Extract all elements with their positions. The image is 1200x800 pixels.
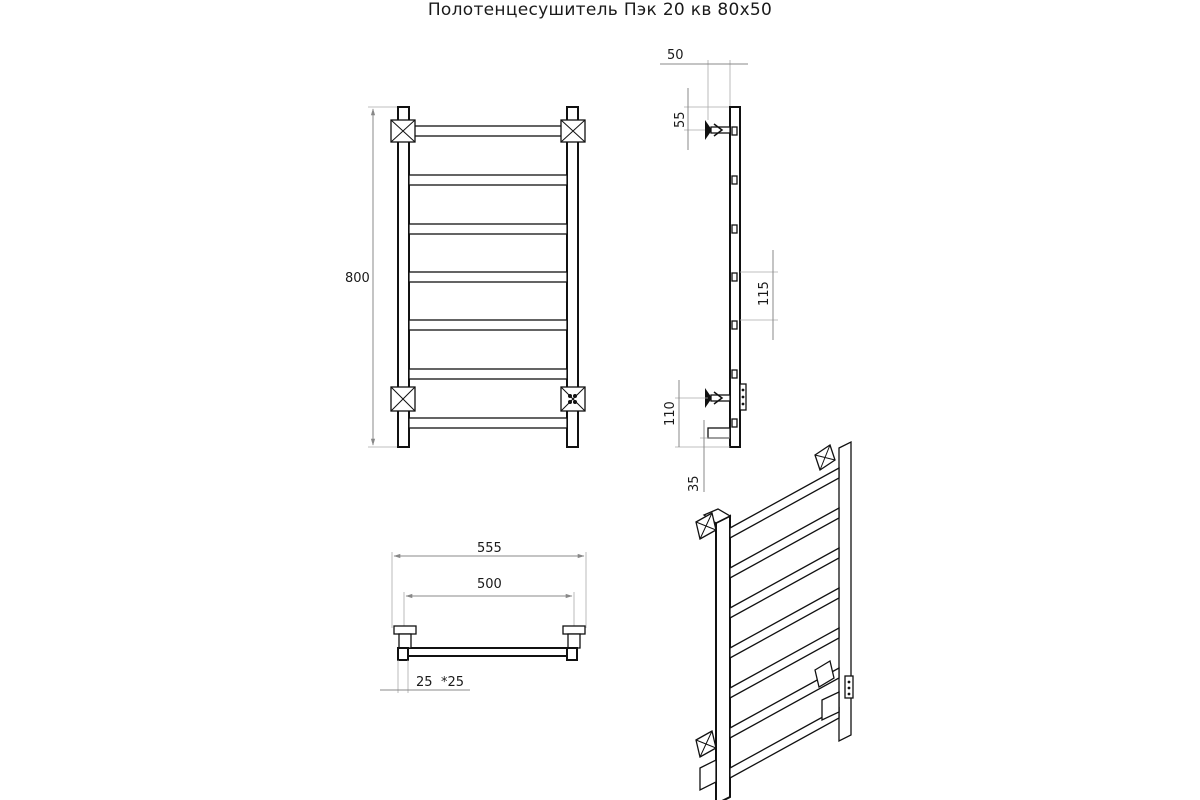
dim-bottom-mount: 110 — [663, 401, 678, 426]
side-bottom-stand — [708, 428, 730, 438]
dim-pipe-size: 25 — [416, 675, 433, 690]
top-view — [380, 541, 586, 693]
dim-top-mount: 55 — [673, 111, 688, 128]
dim-bottom-offset: 35 — [687, 475, 702, 492]
dim-axis-width: 500 — [477, 577, 502, 592]
side-top-mount — [705, 120, 730, 140]
iso-rungs — [730, 468, 839, 778]
top-bar — [402, 648, 574, 656]
wall-mounts — [391, 120, 585, 411]
side-bottom-mount — [705, 384, 746, 410]
rungs — [409, 126, 567, 428]
dim-total-width: 555 — [477, 541, 502, 556]
dim-wall-offset: 50 — [667, 48, 684, 63]
dim-rung-step: 115 — [757, 281, 772, 306]
isometric-view — [696, 442, 853, 800]
drawing-title: Полотенцесушитель Пэк 20 кв 80х50 — [427, 0, 773, 20]
side-view — [660, 48, 778, 492]
dim-pipe-size-2: *25 — [441, 675, 465, 690]
dim-height: 800 — [345, 271, 370, 286]
front-view — [345, 107, 585, 447]
